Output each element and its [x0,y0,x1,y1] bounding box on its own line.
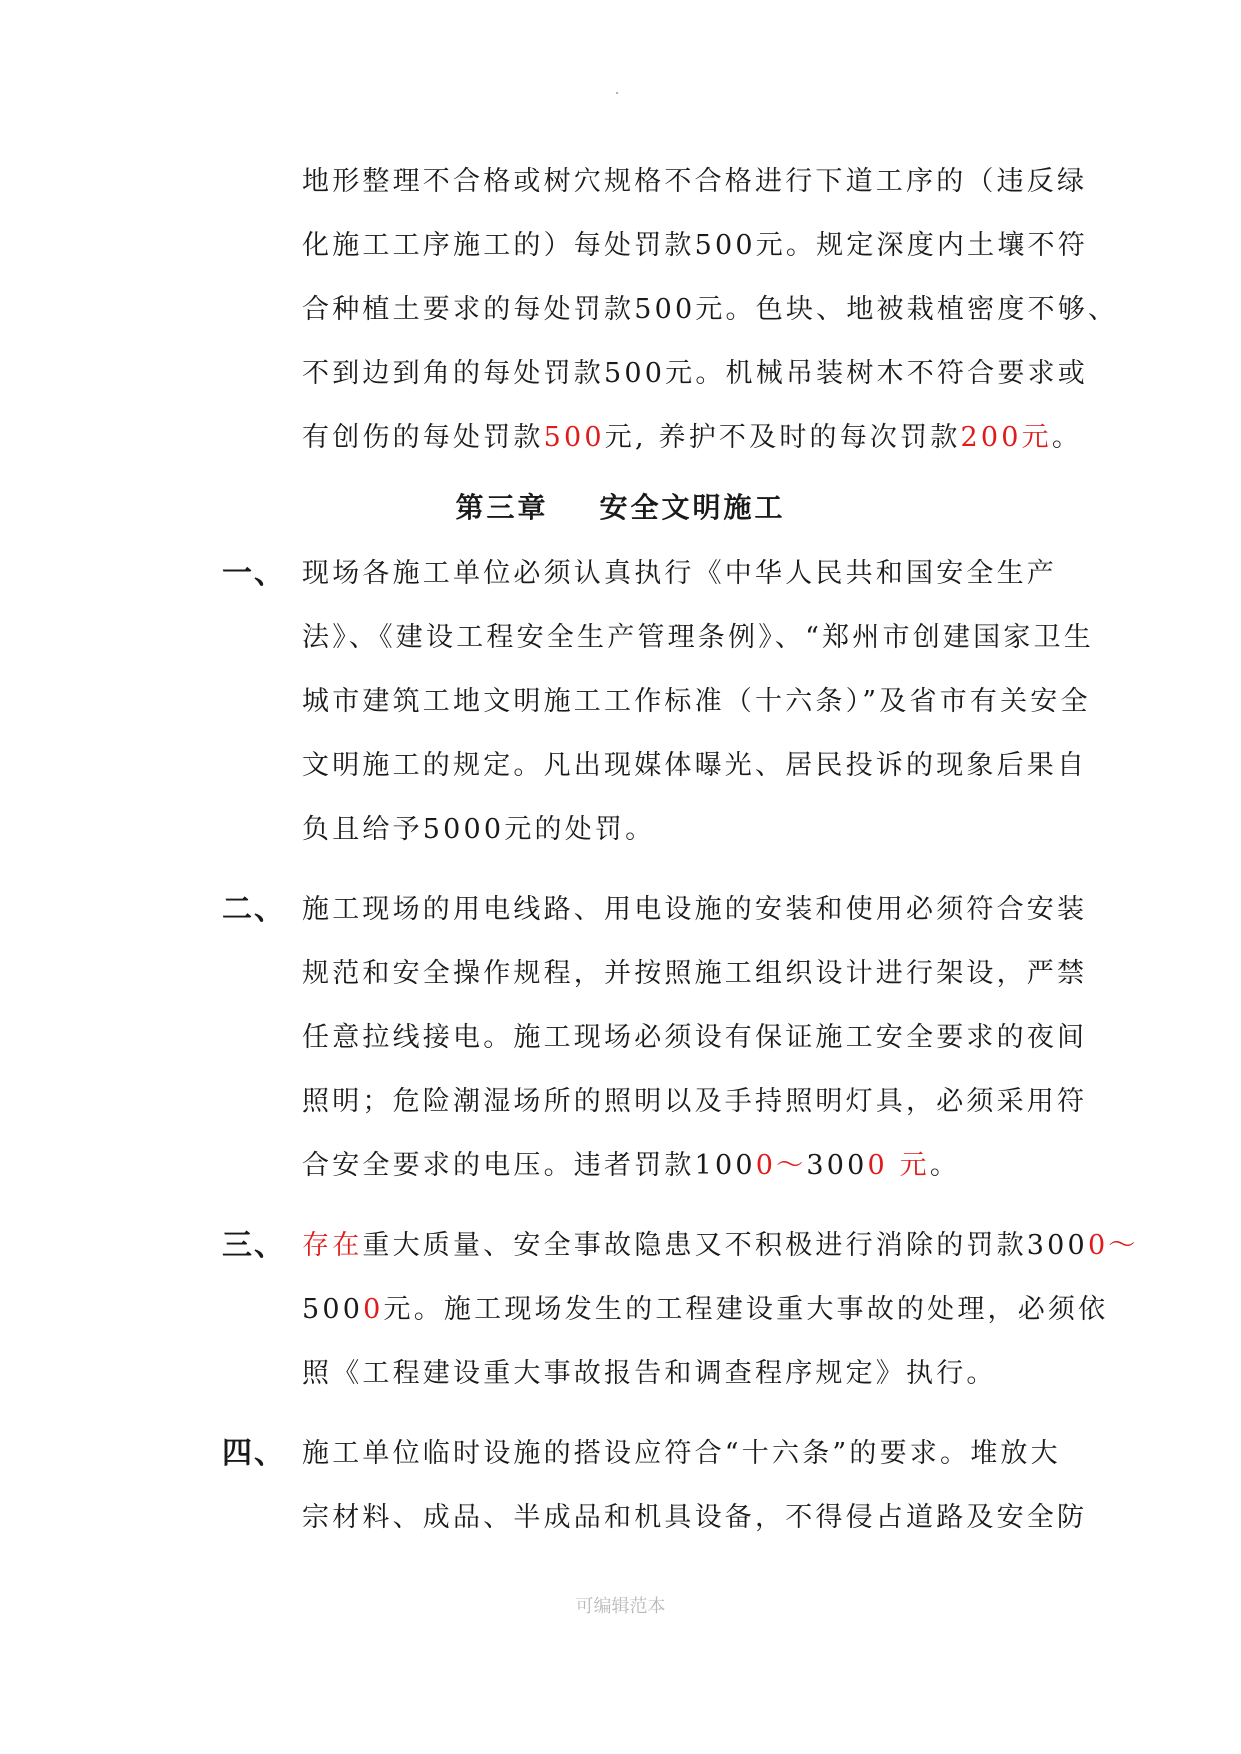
text-span: 元。施工现场发生的工程建设重大事故的处理，必须依 [383,1294,1109,1325]
item-line: 城市建筑工地文明施工工作标准（十六条）”及省市有关安全 [302,686,1091,717]
item-line [302,1146,1062,1186]
item-line: 文明施工的规定。凡出现媒体曝光、居民投诉的现象后果自 [302,750,1088,781]
highlighted-amount: 500 [543,422,605,453]
item-line: 负且给予5000元的处罚。 [302,814,656,845]
text-span: 元, 养护不及时的每次罚款 [604,422,961,453]
item-line: 法》、《建设工程安全生产管理条例》、“郑州市创建国家卫生 [302,622,1094,653]
paragraph-line: 地形整理不合格或树穴规格不合格进行下道工序的（违反绿 [302,166,1088,197]
chapter-title: 第三章 安全文明施工 [455,491,786,524]
item-number: 三、 [222,1228,286,1263]
text-span: 合安全要求的电压。违者罚款100 [302,1150,756,1181]
paragraph-line [302,418,1083,458]
item-number: 二、 [222,892,286,927]
highlighted-amount: 0 元 [867,1150,930,1181]
item-line: 照《工程建设重大事故报告和调查程序规定》执行。 [302,1358,997,1389]
text-span: 。 [1051,422,1083,453]
text-span: 重大质量、安全事故隐患又不积极进行消除的罚款300 [362,1230,1088,1261]
item-line: 施工现场的用电线路、用电设施的安装和使用必须符合安装 [302,894,1088,925]
item-line: 照明；危险潮湿场所的照明以及手持照明灯具，必须采用符 [302,1086,1088,1117]
item-line: 任意拉线接电。施工现场必须设有保证施工安全要求的夜间 [302,1022,1088,1053]
text-span: 。 [929,1150,961,1181]
text-span: 300 [806,1150,868,1181]
text-span: 有创伤的每处罚款 [302,422,544,453]
highlighted-amount: 0 [363,1294,384,1325]
paragraph-line: 不到边到角的每处罚款500元。机械吊装树木不符合要求或 [302,358,1088,389]
header-dot [616,92,618,94]
highlighted-text: 存在 [302,1230,363,1261]
item-line: 现场各施工单位必须认真执行《中华人民共和国安全生产 [302,558,1057,589]
footer-watermark: 可编辑范本 [575,1596,666,1617]
highlighted-amount: 0～ [1087,1230,1139,1261]
paragraph-line: 合种植土要求的每处罚款500元。色块、地被栽植密度不够、 [302,294,1119,325]
item-line [302,1226,1139,1266]
item-number: 一、 [222,556,286,591]
item-line: 宗材料、成品、半成品和机具设备，不得侵占道路及安全防 [302,1502,1088,1533]
text-span: 500 [302,1294,364,1325]
item-line [302,1290,1109,1330]
item-line: 施工单位临时设施的搭设应符合“十六条”的要求。堆放大 [302,1438,1061,1469]
paragraph-line: 化施工工序施工的）每处罚款500元。规定深度内土壤不符 [302,230,1088,261]
highlighted-amount: 200元 [960,422,1052,453]
highlighted-amount: 0～ [755,1150,807,1181]
item-line: 规范和安全操作规程，并按照施工组织设计进行架设，严禁 [302,958,1088,989]
item-number: 四、 [222,1436,286,1471]
